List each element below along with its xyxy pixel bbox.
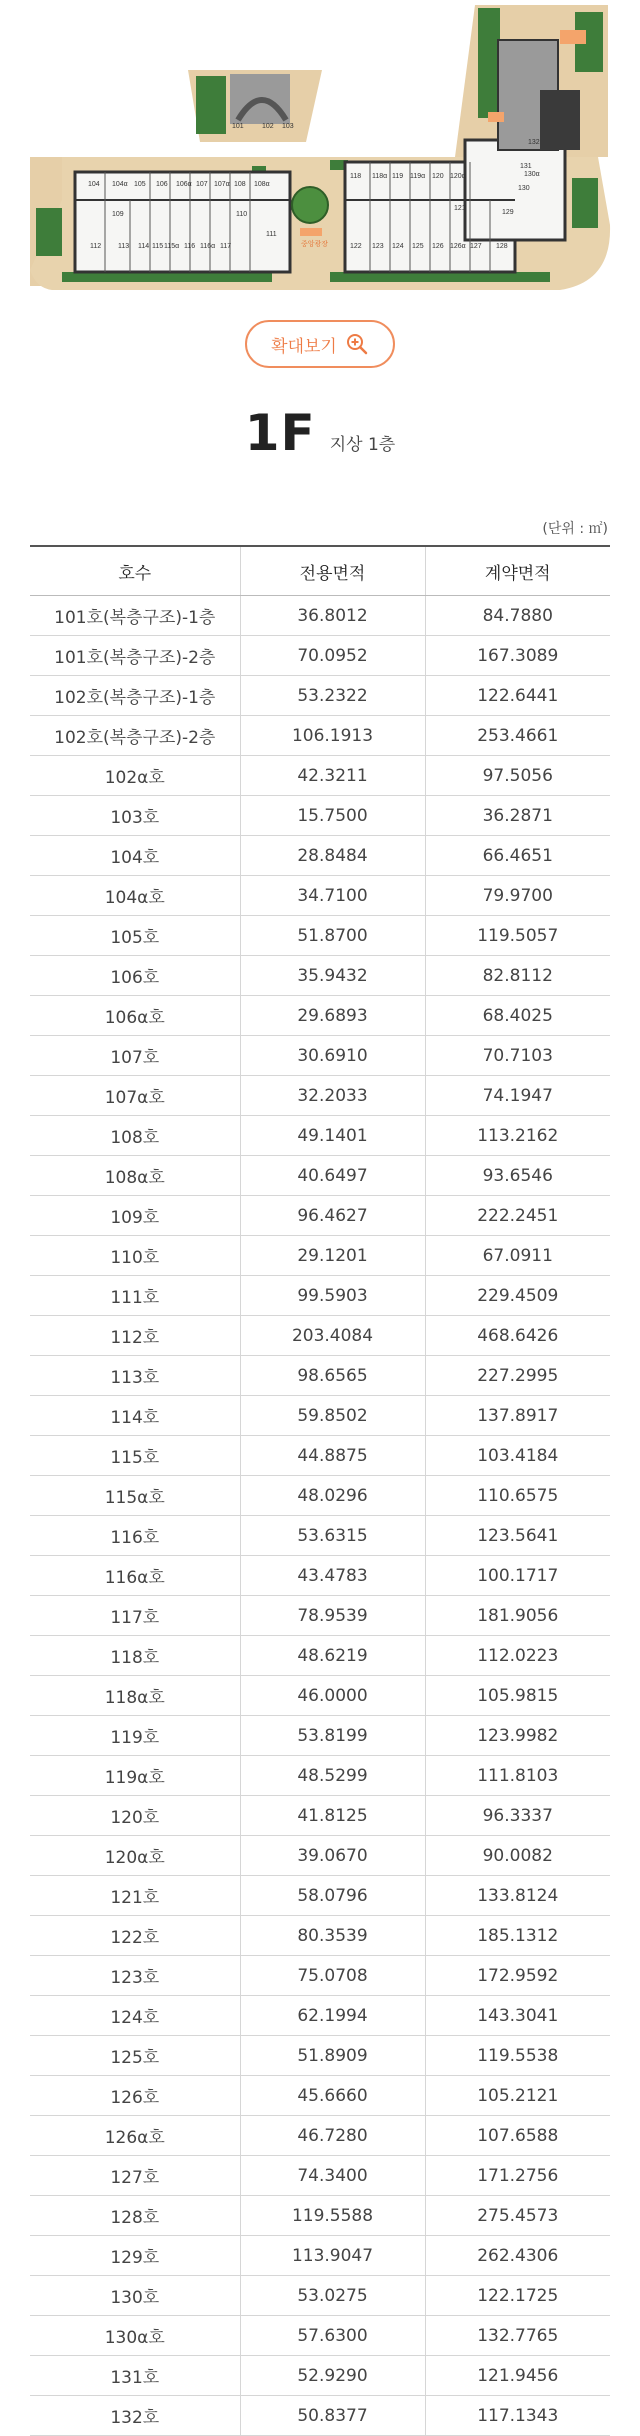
table-row bbox=[30, 996, 610, 1036]
table-row bbox=[30, 1156, 610, 1196]
table-row bbox=[30, 2316, 610, 2356]
cell-unit-number: 126α호 bbox=[30, 2116, 240, 2156]
header-exclusive-area: 전용면적 bbox=[240, 546, 425, 596]
cell-unit-number: 129호 bbox=[30, 2236, 240, 2276]
cell-exclusive-area: 49.1401 bbox=[240, 1116, 425, 1156]
cell-exclusive-area: 113.9047 bbox=[240, 2236, 425, 2276]
plan-landscape bbox=[478, 8, 500, 118]
cell-unit-number: 128호 bbox=[30, 2196, 240, 2236]
cell-exclusive-area: 53.6315 bbox=[240, 1516, 425, 1556]
cell-unit-number: 102α호 bbox=[30, 756, 240, 796]
table-row bbox=[30, 956, 610, 996]
plan-plaza-marker bbox=[300, 228, 322, 236]
cell-contract-area: 82.8112 bbox=[425, 956, 610, 996]
plan-unit-label: 118 bbox=[350, 173, 362, 180]
cell-unit-number: 103호 bbox=[30, 796, 240, 836]
table-row bbox=[30, 2396, 610, 2436]
cell-contract-area: 253.4661 bbox=[425, 716, 610, 756]
cell-contract-area: 68.4025 bbox=[425, 996, 610, 1036]
cell-exclusive-area: 78.9539 bbox=[240, 1596, 425, 1636]
table-row bbox=[30, 1076, 610, 1116]
table-row bbox=[30, 676, 610, 716]
cell-exclusive-area: 48.6219 bbox=[240, 1636, 425, 1676]
cell-unit-number: 130α호 bbox=[30, 2316, 240, 2356]
table-row bbox=[30, 796, 610, 836]
cell-contract-area: 66.4651 bbox=[425, 836, 610, 876]
cell-contract-area: 70.7103 bbox=[425, 1036, 610, 1076]
cell-contract-area: 112.0223 bbox=[425, 1636, 610, 1676]
cell-exclusive-area: 51.8909 bbox=[240, 2036, 425, 2076]
cell-unit-number: 106호 bbox=[30, 956, 240, 996]
plan-unit-label: 128 bbox=[496, 243, 508, 250]
table-body bbox=[30, 596, 610, 2436]
table-row bbox=[30, 2156, 610, 2196]
floor-plan-image[interactable] bbox=[0, 0, 640, 305]
cell-unit-number: 115α호 bbox=[30, 1476, 240, 1516]
cell-contract-area: 171.2756 bbox=[425, 2156, 610, 2196]
cell-contract-area: 79.9700 bbox=[425, 876, 610, 916]
cell-exclusive-area: 57.6300 bbox=[240, 2316, 425, 2356]
cell-unit-number: 119호 bbox=[30, 1716, 240, 1756]
table-row bbox=[30, 1196, 610, 1236]
cell-contract-area: 119.5538 bbox=[425, 2036, 610, 2076]
table-row bbox=[30, 2076, 610, 2116]
plan-unit-label: 116α bbox=[200, 243, 216, 250]
cell-exclusive-area: 52.9290 bbox=[240, 2356, 425, 2396]
cell-contract-area: 67.0911 bbox=[425, 1236, 610, 1276]
cell-unit-number: 118호 bbox=[30, 1636, 240, 1676]
plan-plaza-label: 중앙광장 bbox=[301, 241, 329, 248]
cell-exclusive-area: 59.8502 bbox=[240, 1396, 425, 1436]
cell-contract-area: 84.7880 bbox=[425, 596, 610, 636]
cell-contract-area: 122.6441 bbox=[425, 676, 610, 716]
table-row bbox=[30, 876, 610, 916]
cell-unit-number: 122호 bbox=[30, 1916, 240, 1956]
plan-unit-label: 132 bbox=[528, 139, 540, 146]
table-row bbox=[30, 2196, 610, 2236]
cell-contract-area: 185.1312 bbox=[425, 1916, 610, 1956]
cell-unit-number: 114호 bbox=[30, 1396, 240, 1436]
table-row bbox=[30, 2356, 610, 2396]
cell-unit-number: 116α호 bbox=[30, 1556, 240, 1596]
table-row bbox=[30, 1556, 610, 1596]
cell-unit-number: 104α호 bbox=[30, 876, 240, 916]
table-row bbox=[30, 1636, 610, 1676]
cell-unit-number: 112호 bbox=[30, 1316, 240, 1356]
cell-unit-number: 102호(복층구조)-2층 bbox=[30, 716, 240, 756]
area-table bbox=[30, 545, 610, 2436]
plan-accent bbox=[488, 112, 504, 122]
cell-contract-area: 90.0082 bbox=[425, 1836, 610, 1876]
plan-landscape bbox=[572, 178, 598, 228]
cell-exclusive-area: 53.8199 bbox=[240, 1716, 425, 1756]
table-row bbox=[30, 1676, 610, 1716]
table-row bbox=[30, 1796, 610, 1836]
plan-unit-label: 104α bbox=[112, 181, 128, 188]
plan-unit-label: 122 bbox=[350, 243, 362, 250]
cell-contract-area: 133.8124 bbox=[425, 1876, 610, 1916]
plan-accent bbox=[560, 30, 586, 44]
cell-contract-area: 181.9056 bbox=[425, 1596, 610, 1636]
cell-contract-area: 119.5057 bbox=[425, 916, 610, 956]
cell-unit-number: 104호 bbox=[30, 836, 240, 876]
floor-heading bbox=[0, 404, 640, 462]
cell-exclusive-area: 106.1913 bbox=[240, 716, 425, 756]
cell-contract-area: 262.4306 bbox=[425, 2236, 610, 2276]
cell-exclusive-area: 35.9432 bbox=[240, 956, 425, 996]
cell-exclusive-area: 53.2322 bbox=[240, 676, 425, 716]
plan-unit-label: 115α bbox=[164, 243, 180, 250]
cell-exclusive-area: 15.7500 bbox=[240, 796, 425, 836]
cell-exclusive-area: 45.6660 bbox=[240, 2076, 425, 2116]
cell-exclusive-area: 32.2033 bbox=[240, 1076, 425, 1116]
table-row bbox=[30, 756, 610, 796]
cell-exclusive-area: 203.4084 bbox=[240, 1316, 425, 1356]
plan-unit-label: 118α bbox=[372, 173, 388, 180]
cell-exclusive-area: 50.8377 bbox=[240, 2396, 425, 2436]
table-row bbox=[30, 1236, 610, 1276]
cell-contract-area: 123.9982 bbox=[425, 1716, 610, 1756]
cell-exclusive-area: 36.8012 bbox=[240, 596, 425, 636]
cell-contract-area: 36.2871 bbox=[425, 796, 610, 836]
cell-exclusive-area: 34.7100 bbox=[240, 876, 425, 916]
floor-title: 1F bbox=[244, 404, 316, 462]
cell-exclusive-area: 48.5299 bbox=[240, 1756, 425, 1796]
table-row bbox=[30, 1476, 610, 1516]
cell-contract-area: 100.1717 bbox=[425, 1556, 610, 1596]
cell-exclusive-area: 119.5588 bbox=[240, 2196, 425, 2236]
header-unit-number: 호수 bbox=[30, 546, 240, 596]
cell-contract-area: 93.6546 bbox=[425, 1156, 610, 1196]
plan-unit-label: 126α bbox=[450, 243, 466, 250]
table-row bbox=[30, 1116, 610, 1156]
cell-unit-number: 132호 bbox=[30, 2396, 240, 2436]
table-row bbox=[30, 1276, 610, 1316]
plan-unit-label: 119 bbox=[392, 173, 404, 180]
cell-contract-area: 105.2121 bbox=[425, 2076, 610, 2116]
table-header-row bbox=[30, 546, 610, 596]
plan-unit-label: 103 bbox=[282, 123, 294, 130]
unit-note: (단위 : ㎡) bbox=[542, 521, 608, 537]
plan-unit-label: 130α bbox=[524, 171, 540, 178]
cell-exclusive-area: 58.0796 bbox=[240, 1876, 425, 1916]
cell-exclusive-area: 70.0952 bbox=[240, 636, 425, 676]
plan-plaza bbox=[292, 187, 328, 223]
cell-contract-area: 275.4573 bbox=[425, 2196, 610, 2236]
plan-unit-label: 110 bbox=[236, 211, 248, 218]
plan-landscape bbox=[36, 208, 62, 256]
table-row bbox=[30, 1396, 610, 1436]
cell-unit-number: 117호 bbox=[30, 1596, 240, 1636]
cell-unit-number: 118α호 bbox=[30, 1676, 240, 1716]
cell-unit-number: 105호 bbox=[30, 916, 240, 956]
cell-contract-area: 132.7765 bbox=[425, 2316, 610, 2356]
cell-exclusive-area: 96.4627 bbox=[240, 1196, 425, 1236]
cell-unit-number: 131호 bbox=[30, 2356, 240, 2396]
cell-unit-number: 101호(복층구조)-1층 bbox=[30, 596, 240, 636]
cell-exclusive-area: 29.1201 bbox=[240, 1236, 425, 1276]
cell-exclusive-area: 29.6893 bbox=[240, 996, 425, 1036]
table-row bbox=[30, 1836, 610, 1876]
zoom-in-icon bbox=[345, 332, 369, 356]
cell-exclusive-area: 62.1994 bbox=[240, 1996, 425, 2036]
plan-unit-label: 116 bbox=[184, 243, 196, 250]
table-row bbox=[30, 2116, 610, 2156]
cell-unit-number: 130호 bbox=[30, 2276, 240, 2316]
table-row bbox=[30, 1036, 610, 1076]
table-row bbox=[30, 2036, 610, 2076]
cell-contract-area: 97.5056 bbox=[425, 756, 610, 796]
cell-contract-area: 122.1725 bbox=[425, 2276, 610, 2316]
table-row bbox=[30, 1316, 610, 1356]
cell-exclusive-area: 99.5903 bbox=[240, 1276, 425, 1316]
table-row bbox=[30, 1996, 610, 2036]
table-row bbox=[30, 836, 610, 876]
cell-unit-number: 119α호 bbox=[30, 1756, 240, 1796]
plan-unit-label: 104 bbox=[88, 181, 100, 188]
cell-contract-area: 74.1947 bbox=[425, 1076, 610, 1116]
table-row bbox=[30, 596, 610, 636]
table-row bbox=[30, 1356, 610, 1396]
cell-unit-number: 120호 bbox=[30, 1796, 240, 1836]
plan-unit-label: 125 bbox=[412, 243, 424, 250]
cell-contract-area: 143.3041 bbox=[425, 1996, 610, 2036]
plan-unit-label: 106α bbox=[176, 181, 192, 188]
cell-contract-area: 121.9456 bbox=[425, 2356, 610, 2396]
cell-exclusive-area: 98.6565 bbox=[240, 1356, 425, 1396]
table-row bbox=[30, 1716, 610, 1756]
cell-exclusive-area: 75.0708 bbox=[240, 1956, 425, 1996]
plan-unit-label: 124 bbox=[392, 243, 404, 250]
plan-landscape bbox=[196, 76, 226, 134]
cell-unit-number: 126호 bbox=[30, 2076, 240, 2116]
plan-unit-label: 120α bbox=[450, 173, 466, 180]
plan-unit-label: 101 bbox=[232, 123, 244, 130]
plan-unit-label: 127 bbox=[470, 243, 482, 250]
plan-unit-block bbox=[465, 140, 565, 240]
cell-contract-area: 222.2451 bbox=[425, 1196, 610, 1236]
zoom-in-button[interactable] bbox=[245, 320, 395, 368]
plan-unit-label: 120 bbox=[432, 173, 444, 180]
cell-unit-number: 111호 bbox=[30, 1276, 240, 1316]
cell-contract-area: 167.3089 bbox=[425, 636, 610, 676]
cell-contract-area: 110.6575 bbox=[425, 1476, 610, 1516]
table-row bbox=[30, 1596, 610, 1636]
cell-contract-area: 113.2162 bbox=[425, 1116, 610, 1156]
plan-unit-label: 114 bbox=[138, 243, 150, 250]
plan-unit-label: 107α bbox=[214, 181, 230, 188]
cell-unit-number: 106α호 bbox=[30, 996, 240, 1036]
cell-contract-area: 96.3337 bbox=[425, 1796, 610, 1836]
cell-unit-number: 113호 bbox=[30, 1356, 240, 1396]
table-row bbox=[30, 636, 610, 676]
table-row bbox=[30, 1516, 610, 1556]
plan-unit-label: 106 bbox=[156, 181, 168, 188]
cell-unit-number: 120α호 bbox=[30, 1836, 240, 1876]
cell-exclusive-area: 53.0275 bbox=[240, 2276, 425, 2316]
cell-exclusive-area: 48.0296 bbox=[240, 1476, 425, 1516]
plan-unit-label: 130 bbox=[518, 185, 530, 192]
plan-unit-label: 115 bbox=[152, 243, 164, 250]
cell-contract-area: 172.9592 bbox=[425, 1956, 610, 1996]
plan-unit-label: 131 bbox=[520, 163, 532, 170]
cell-unit-number: 107α호 bbox=[30, 1076, 240, 1116]
plan-unit-label: 123 bbox=[372, 243, 384, 250]
cell-unit-number: 125호 bbox=[30, 2036, 240, 2076]
plan-unit-label: 126 bbox=[432, 243, 444, 250]
plan-unit-label: 113 bbox=[118, 243, 130, 250]
cell-unit-number: 127호 bbox=[30, 2156, 240, 2196]
plan-unit-label: 119α bbox=[410, 173, 426, 180]
table-row bbox=[30, 1916, 610, 1956]
table-row bbox=[30, 2236, 610, 2276]
table-row bbox=[30, 1756, 610, 1796]
plan-unit-label: 129 bbox=[502, 209, 514, 216]
table-row bbox=[30, 1436, 610, 1476]
plan-unit-label: 109 bbox=[112, 211, 124, 218]
cell-unit-number: 107호 bbox=[30, 1036, 240, 1076]
cell-unit-number: 123호 bbox=[30, 1956, 240, 1996]
cell-exclusive-area: 80.3539 bbox=[240, 1916, 425, 1956]
cell-exclusive-area: 46.0000 bbox=[240, 1676, 425, 1716]
cell-unit-number: 108호 bbox=[30, 1116, 240, 1156]
cell-exclusive-area: 39.0670 bbox=[240, 1836, 425, 1876]
cell-contract-area: 137.8917 bbox=[425, 1396, 610, 1436]
cell-contract-area: 123.5641 bbox=[425, 1516, 610, 1556]
plan-core bbox=[540, 90, 580, 150]
cell-exclusive-area: 42.3211 bbox=[240, 756, 425, 796]
plan-unit-label: 108α bbox=[254, 181, 270, 188]
cell-exclusive-area: 44.8875 bbox=[240, 1436, 425, 1476]
cell-contract-area: 227.2995 bbox=[425, 1356, 610, 1396]
table-row bbox=[30, 1956, 610, 1996]
cell-unit-number: 121호 bbox=[30, 1876, 240, 1916]
cell-unit-number: 108α호 bbox=[30, 1156, 240, 1196]
plan-unit-label: 111 bbox=[266, 231, 277, 238]
plan-unit-label: 102 bbox=[262, 123, 274, 130]
table-row bbox=[30, 1876, 610, 1916]
table-row bbox=[30, 2276, 610, 2316]
cell-contract-area: 105.9815 bbox=[425, 1676, 610, 1716]
cell-unit-number: 124호 bbox=[30, 1996, 240, 2036]
cell-contract-area: 468.6426 bbox=[425, 1316, 610, 1356]
cell-exclusive-area: 74.3400 bbox=[240, 2156, 425, 2196]
cell-exclusive-area: 28.8484 bbox=[240, 836, 425, 876]
cell-contract-area: 229.4509 bbox=[425, 1276, 610, 1316]
cell-unit-number: 102호(복층구조)-1층 bbox=[30, 676, 240, 716]
cell-exclusive-area: 46.7280 bbox=[240, 2116, 425, 2156]
header-contract-area: 계약면적 bbox=[425, 546, 610, 596]
cell-contract-area: 107.6588 bbox=[425, 2116, 610, 2156]
cell-unit-number: 109호 bbox=[30, 1196, 240, 1236]
zoom-button-label: 확대보기 bbox=[271, 336, 337, 356]
table-row bbox=[30, 916, 610, 956]
cell-unit-number: 116호 bbox=[30, 1516, 240, 1556]
cell-exclusive-area: 30.6910 bbox=[240, 1036, 425, 1076]
cell-exclusive-area: 40.6497 bbox=[240, 1156, 425, 1196]
plan-unit-label: 105 bbox=[134, 181, 146, 188]
cell-exclusive-area: 43.4783 bbox=[240, 1556, 425, 1596]
floor-subtitle: 지상 1층 bbox=[329, 435, 396, 455]
cell-exclusive-area: 51.8700 bbox=[240, 916, 425, 956]
cell-unit-number: 115호 bbox=[30, 1436, 240, 1476]
cell-contract-area: 111.8103 bbox=[425, 1756, 610, 1796]
cell-contract-area: 117.1343 bbox=[425, 2396, 610, 2436]
plan-unit-label: 107 bbox=[196, 181, 208, 188]
plan-unit-label: 121 bbox=[454, 205, 466, 212]
cell-contract-area: 103.4184 bbox=[425, 1436, 610, 1476]
cell-exclusive-area: 41.8125 bbox=[240, 1796, 425, 1836]
table-row bbox=[30, 716, 610, 756]
cell-unit-number: 101호(복층구조)-2층 bbox=[30, 636, 240, 676]
plan-unit-label: 112 bbox=[90, 243, 102, 250]
plan-unit-label: 117 bbox=[220, 243, 232, 250]
cell-unit-number: 110호 bbox=[30, 1236, 240, 1276]
plan-unit-label: 108 bbox=[234, 181, 246, 188]
